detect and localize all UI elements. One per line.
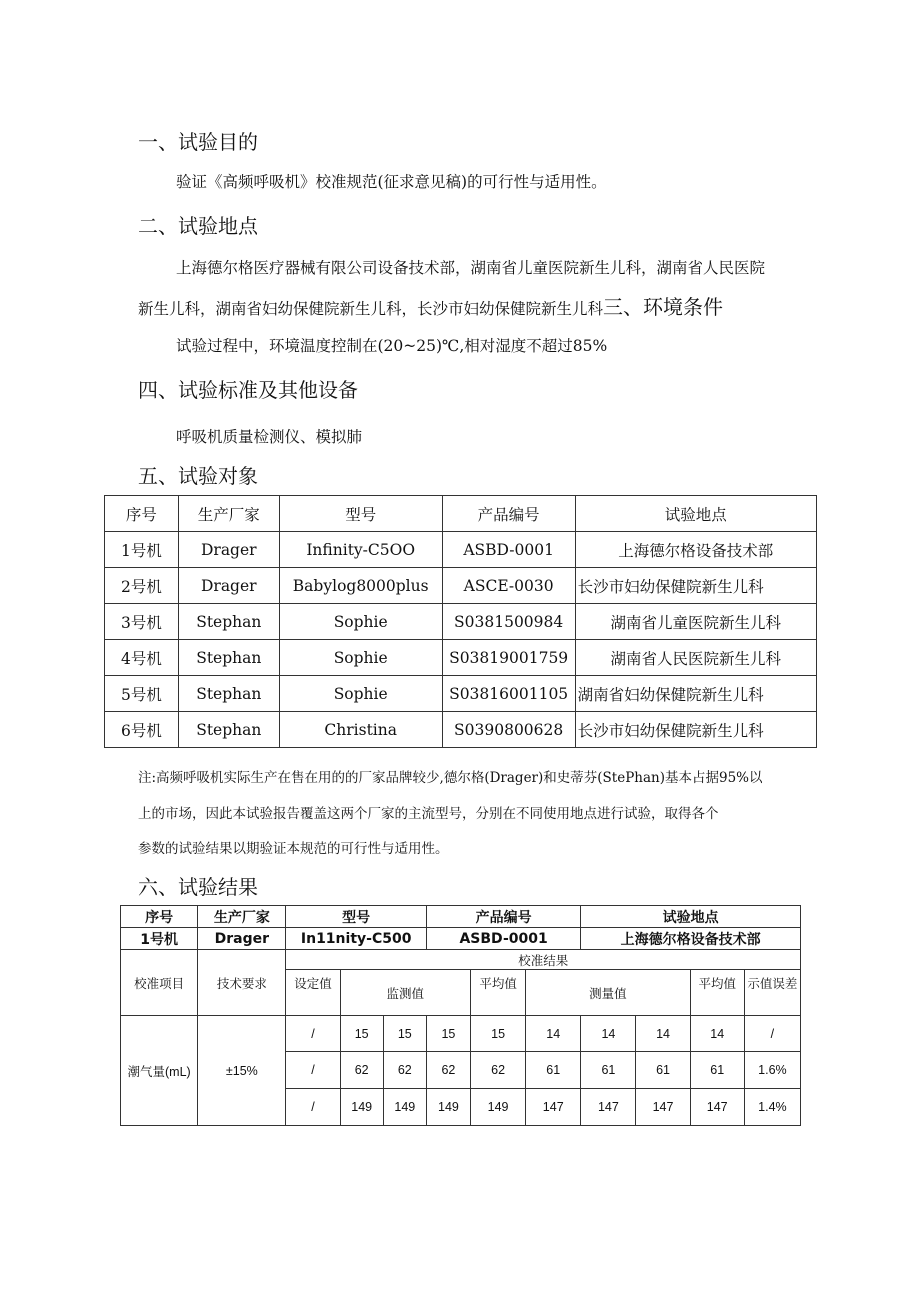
table-cell: 15 <box>340 1016 383 1052</box>
environment-text: 试验过程中，环境温度控制在(20~25)℃,相对湿度不超过85% <box>176 337 608 355</box>
table-cell: 149 <box>471 1089 526 1126</box>
header-cell: 平均值 <box>471 970 526 1016</box>
header-cell: 产品编号 <box>442 496 575 532</box>
header-cell: 产品编号 <box>426 906 580 928</box>
table-cell: Sophie <box>279 640 442 676</box>
table-cell: 14 <box>526 1016 581 1052</box>
table-cell: In11nity-C500 <box>286 928 426 950</box>
table-cell: 4号机 <box>105 640 179 676</box>
table-cell: ASBD-0001 <box>426 928 580 950</box>
table-cell: 2号机 <box>105 568 179 604</box>
header-cell: 生产厂家 <box>198 906 286 928</box>
table-row <box>121 1016 801 1052</box>
table-cell: 5号机 <box>105 676 179 712</box>
header-cell: 校准项目 <box>121 950 198 1016</box>
table-cell: 147 <box>581 1089 636 1126</box>
requirement-cell: ±15% <box>198 1016 286 1126</box>
section-heading-location: 二、试验地点 <box>138 214 258 238</box>
table-cell: / <box>286 1052 340 1089</box>
table-cell: 长沙市妇幼保健院新生儿科 <box>575 712 816 748</box>
table-cell: 62 <box>383 1052 426 1089</box>
table-cell: 147 <box>636 1089 690 1126</box>
item-name-cell: 潮气量(mL) <box>121 1016 198 1126</box>
table-cell: S03819001759 <box>442 640 575 676</box>
purpose-text: 验证《高频呼吸机》校准规范(征求意见稿)的可行性与适用性。 <box>176 173 607 191</box>
table-cell: 湖南省妇幼保健院新生儿科 <box>575 676 816 712</box>
table-row <box>105 712 817 748</box>
table-cell: 62 <box>340 1052 383 1089</box>
table-cell: 149 <box>426 1089 470 1126</box>
table-cell: 61 <box>636 1052 690 1089</box>
results-table <box>120 905 801 1126</box>
table-cell: Drager <box>198 928 286 950</box>
table-cell: Stephan <box>178 640 279 676</box>
table-cell: 1.6% <box>744 1052 800 1089</box>
table-cell: 61 <box>526 1052 581 1089</box>
table-cell: 61 <box>581 1052 636 1089</box>
table-cell: Stephan <box>178 676 279 712</box>
table-cell: 149 <box>383 1089 426 1126</box>
objects-table <box>104 495 817 748</box>
note-line1: 注:高频呼吸机实际生产在售在用的的厂家品牌较少,德尔格(Drager)和史蒂芬(StePhan)基本占据95%以 <box>138 770 763 786</box>
header-cell: 监测值 <box>340 970 470 1016</box>
table-row <box>105 604 817 640</box>
table-cell: Sophie <box>279 676 442 712</box>
table-cell: 62 <box>426 1052 470 1089</box>
table-cell: 3号机 <box>105 604 179 640</box>
results-header-row <box>121 906 801 928</box>
results-machine-row <box>121 928 801 950</box>
table-cell: 1号机 <box>105 532 179 568</box>
table-cell: 湖南省人民医院新生儿科 <box>575 640 816 676</box>
table-cell: / <box>286 1016 340 1052</box>
table-cell: 14 <box>636 1016 690 1052</box>
table-cell: Drager <box>178 568 279 604</box>
table-cell: 长沙市妇幼保健院新生儿科 <box>575 568 816 604</box>
header-cell: 试验地点 <box>575 496 816 532</box>
section-heading-environment: 三、环境条件 <box>603 295 724 319</box>
table-row <box>105 532 817 568</box>
table-cell: S03816001105 <box>442 676 575 712</box>
header-cell: 序号 <box>121 906 198 928</box>
table-cell: 6号机 <box>105 712 179 748</box>
table-cell: / <box>744 1016 800 1052</box>
table-row <box>105 676 817 712</box>
section-heading-results: 六、试验结果 <box>138 875 258 899</box>
note-line2: 上的市场，因此本试验报告覆盖这两个厂家的主流型号，分别在不同使用地点进行试验，取得各个 <box>138 806 719 822</box>
table-cell: 上海德尔格设备技术部 <box>581 928 801 950</box>
section-heading-purpose: 一、试验目的 <box>138 130 258 154</box>
table-cell: Stephan <box>178 604 279 640</box>
header-cell: 型号 <box>279 496 442 532</box>
header-cell: 型号 <box>286 906 426 928</box>
table-cell: 湖南省儿童医院新生儿科 <box>575 604 816 640</box>
header-cell: 测量值 <box>526 970 690 1016</box>
section-heading-objects: 五、试验对象 <box>138 464 258 488</box>
results-subheader-row-1 <box>121 950 801 970</box>
table-cell: 1.4% <box>744 1089 800 1126</box>
header-cell: 校准结果 <box>286 950 801 970</box>
table-cell: 15 <box>383 1016 426 1052</box>
table-cell: 1号机 <box>121 928 198 950</box>
table-cell: 149 <box>340 1089 383 1126</box>
location-text-line2 <box>138 291 723 320</box>
header-cell: 平均值 <box>690 970 744 1016</box>
table-cell: 14 <box>690 1016 744 1052</box>
table-cell: ASBD-0001 <box>442 532 575 568</box>
location-text-line2-body: 新生儿科，湖南省妇幼保健院新生儿科，长沙市妇幼保健院新生儿科 <box>138 300 604 318</box>
table-cell: 61 <box>690 1052 744 1089</box>
table-cell: S0390800628 <box>442 712 575 748</box>
header-cell: 技术要求 <box>198 950 286 1016</box>
table-cell: Infinity-C5OO <box>279 532 442 568</box>
table-cell: / <box>286 1089 340 1126</box>
table-cell: 15 <box>426 1016 470 1052</box>
table-cell: ASCE-0030 <box>442 568 575 604</box>
table-cell: 147 <box>526 1089 581 1126</box>
table-cell: Sophie <box>279 604 442 640</box>
header-cell: 序号 <box>105 496 179 532</box>
header-cell: 试验地点 <box>581 906 801 928</box>
table-cell: Stephan <box>178 712 279 748</box>
header-cell: 示值误差 <box>744 970 800 1016</box>
table-cell: 147 <box>690 1089 744 1126</box>
table-cell: Drager <box>178 532 279 568</box>
standards-text: 呼吸机质量检测仪、模拟肺 <box>176 428 363 446</box>
objects-table-header <box>105 496 817 532</box>
note-line3: 参数的试验结果以期验证本规范的可行性与适用性。 <box>138 841 449 857</box>
header-cell: 生产厂家 <box>178 496 279 532</box>
header-cell: 设定值 <box>286 970 340 1016</box>
table-cell: 14 <box>581 1016 636 1052</box>
table-cell: S0381500984 <box>442 604 575 640</box>
table-cell: 15 <box>471 1016 526 1052</box>
table-cell: 62 <box>471 1052 526 1089</box>
table-row <box>105 640 817 676</box>
table-cell: Babylog8000plus <box>279 568 442 604</box>
table-cell: Christina <box>279 712 442 748</box>
location-text-line1: 上海德尔格医疗器械有限公司设备技术部，湖南省儿童医院新生儿科，湖南省人民医院 <box>176 259 766 277</box>
table-row <box>105 568 817 604</box>
section-heading-standards: 四、试验标准及其他设备 <box>138 378 358 402</box>
table-cell: 上海德尔格设备技术部 <box>575 532 816 568</box>
